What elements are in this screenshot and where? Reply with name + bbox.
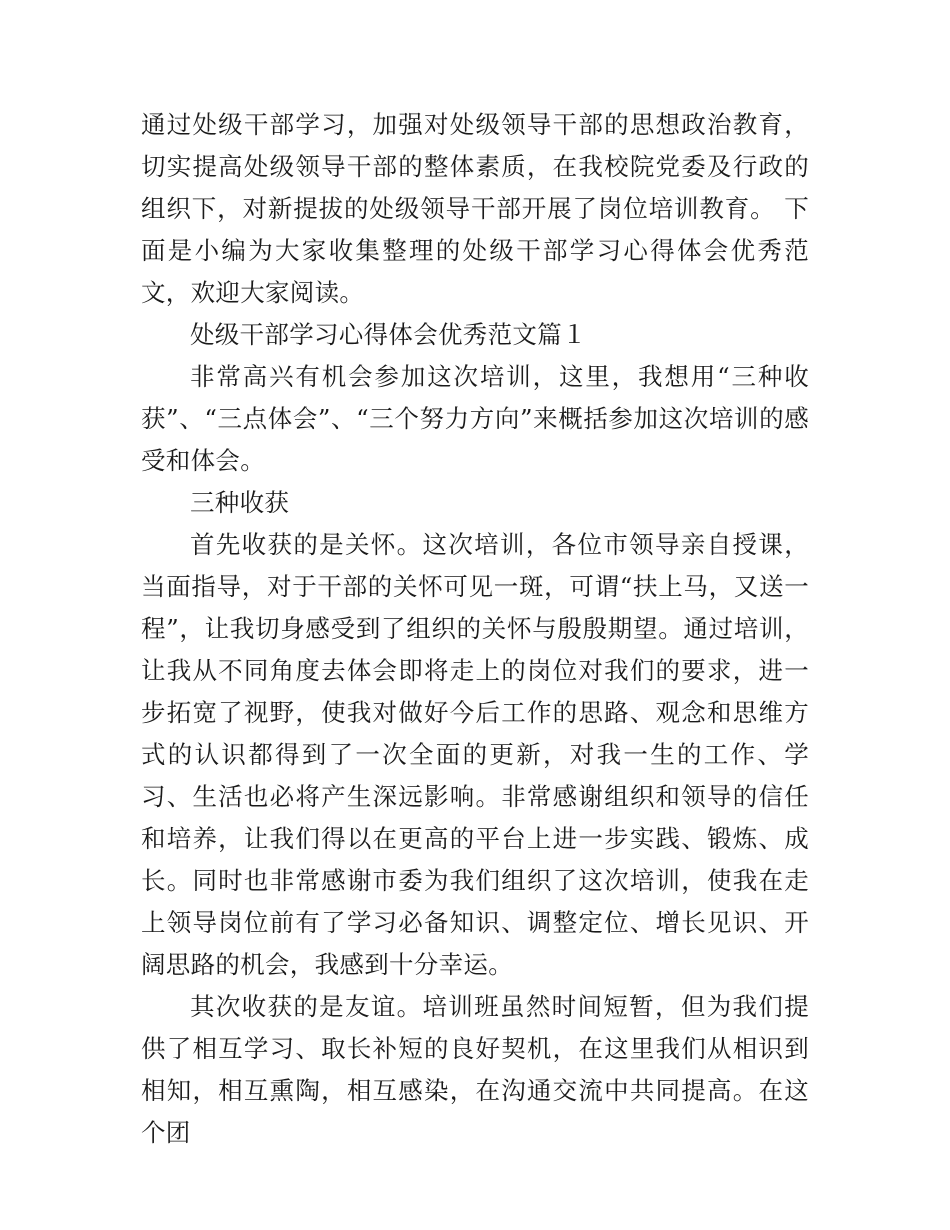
article-heading: 处级干部学习心得体会优秀范文篇１ bbox=[190, 320, 587, 349]
section-heading: 三种收获 bbox=[190, 488, 290, 517]
body-paragraph: 其次收获的是友谊。培训班虽然时间短暂，但为我们提供了相互学习、取长补短的良好契机，在这里我们从相识到相知，相互熏陶，相互感染，在沟通交流中共同提高。在这个团 bbox=[141, 992, 809, 1147]
body-paragraph: 首先收获的是关怀。这次培训，各位市领导亲自授课，当面指导，对于干部的关怀可见一斑，可谓“扶上马，又送一程”，让我切身感受到了组织的关怀与殷殷期望。通过培训，让我从不同角度去体会即将走上的岗位对我们的要求，进一步拓宽了视野，使我对做好今后工作的思路、观念和思维方式的认识都得到了一次全面的更新，对我一生的工作、学习、生活也必将产生深远影响。非常感谢组织和领导的信任和培养，让我们得以在更高的平台上进一步实践、锻炼、成长。同时也非常感谢市委为我们组织了这次培训，使我在走上领导岗位前有了学习必备知识、调整定位、增长见识、开阔思路的机会，我感到十分幸运。 bbox=[141, 530, 809, 979]
document-body bbox=[141, 104, 809, 1154]
intro-paragraph: 通过处级干部学习，加强对处级领导干部的思想政治教育，切实提高处级领导干部的整体素质，在我校院党委及行政的组织下，对新提拔的处级领导干部开展了岗位培训教育。 下面是小编为大家收集整理的处级干部学习心得体会优秀范文，欢迎大家阅读。 bbox=[141, 110, 809, 307]
body-paragraph: 非常高兴有机会参加这次培训，这里，我想用“三种收获”、“三点体会”、“三个努力方向”来概括参加这次培训的感受和体会。 bbox=[141, 362, 809, 475]
